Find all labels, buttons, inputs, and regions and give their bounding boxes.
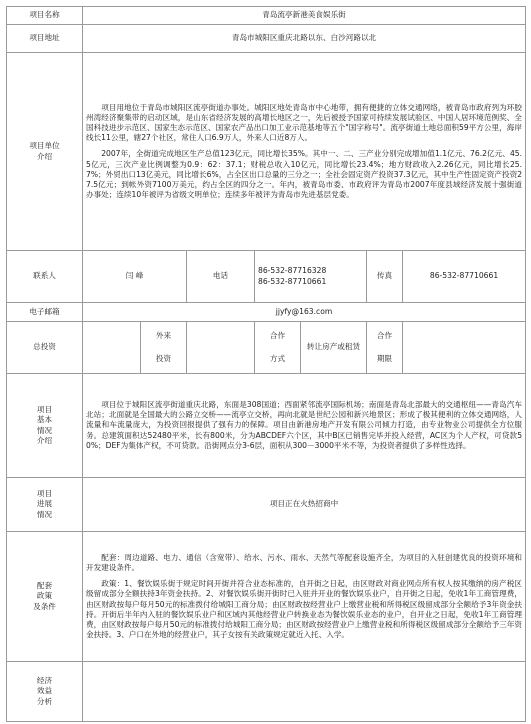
fax-label: 传真 xyxy=(367,251,403,303)
policy-label-line: 政策 xyxy=(36,591,53,601)
total-investment-label: 总投资 xyxy=(7,322,83,374)
foreign-investment-label-line: 投资 xyxy=(155,353,172,363)
cooperation-term-value xyxy=(403,322,526,374)
basic-intro-content xyxy=(83,374,526,478)
cooperation-mode-label-line: 合作 xyxy=(269,331,286,341)
basic-intro-label-line: 基本 xyxy=(36,415,53,425)
basic-intro-label-line: 情况 xyxy=(36,425,53,435)
policy-paragraph: 政策：1、餐饮娱乐街于规定时间开街并符合业态标准的，自开街之日起，由区财政对商业网点所有权人按其缴纳的房产税区级留成部分全额扶持3年资金扶持。2、对餐饮娱乐街开街时已入驻并开业的餐饮娱乐业户，自开街之日起，免收1年工商管理费，由区财政按每户每月50元的标准拨付给城阳工商分局；由区财政按经营业户上缴营业税和所得税区级留成部分全额给予3年资金扶持。开街后半年内入驻的餐饮娱乐业户和区域内其他经营业户转换业态为餐饮娱乐业态的业户，自开业之日起，免收1年工商管理费，由区财政按每户每月50元的标准拨付给城阳工商分局；由区财政按经营业户上缴营业税和所得税区级留成部分全额给予三年资金扶持。3、户口在外地的经营业户，其子女按有关政策规定就近入托、入学。 xyxy=(86,579,523,639)
cooperation-term-label xyxy=(367,322,403,374)
row-email xyxy=(7,303,526,322)
policy-label-line: 及条件 xyxy=(33,601,56,611)
project-address-label: 项目地址 xyxy=(7,25,83,53)
basic-intro-label-line: 项目 xyxy=(36,405,53,415)
unit-intro-label-line: 项目单位 xyxy=(29,141,60,151)
row-investment xyxy=(7,322,526,374)
phone-values xyxy=(255,251,367,303)
unit-intro-label-line: 介绍 xyxy=(36,151,53,161)
contact-name: 闫 峰 xyxy=(83,251,187,303)
benefit-label xyxy=(7,662,83,722)
unit-intro-label xyxy=(7,53,83,251)
project-name-value: 青岛流亭新港美食娱乐街 xyxy=(83,7,526,25)
benefit-label-line: 经济 xyxy=(36,676,53,686)
phone-label: 电话 xyxy=(187,251,255,303)
total-investment-value xyxy=(83,322,141,374)
progress-value: 项目正在火热招商中 xyxy=(83,478,526,532)
progress-label-line: 进展 xyxy=(36,499,53,509)
basic-intro-label xyxy=(7,374,83,478)
row-benefit xyxy=(7,662,526,722)
phone-number: 86-532-87710661 xyxy=(258,276,327,286)
progress-label-line: 情况 xyxy=(36,509,53,519)
progress-label-line: 项目 xyxy=(36,489,53,499)
row-contact xyxy=(7,251,526,303)
project-name-label: 项目名称 xyxy=(7,7,83,25)
phone-number: 86-532-87716328 xyxy=(258,266,327,276)
benefit-value xyxy=(83,662,526,722)
basic-intro-paragraph: 项目位于城阳区流亭街道重庆北路，东面是308国道；西面紧邻流亭国际机场；南面是青岛北部最大的交通枢纽——青岛汽车北站；北面就是全国最大的公路立交桥——流亭立交桥，再向北就是世纪公园和新兴地景区；形成了极其便利的立体交通网络，人流量和车流量庞大，为投资回报提供了强有力的保障。项目由新港房地产开发有限公司倾力打造，由专业物业公司提供全方位服务。总建筑面积达52480平米，长有800米，分为ABCDEF六个区，其中B区已销售完毕并投入经营，AC区为个人产权，可贷款50%；DEF为集体产权，不可贷款。沿街网点分3-6层，面积从300－3000平米不等，为投资者提供了多样性选择。 xyxy=(86,400,523,450)
unit-intro-paragraph: 项目用地位于青岛市城阳区流亭街道办事处。城阳区地处青岛市中心地带，拥有便捷的立体交通网络，被青岛市政府列为环胶州湾经济聚集带的启动区域，是山东省经济发展的高增长地区之一，先后被授予国家可持续发展试验区、中国人居环境范例奖、全国科技进步示范区、国家生态示范区、国家农产品出口加工业示范基地等五个"国字称号"。流亭街道土地总面积59平方公里，海岸线长11公里，辖27个社区，常住人口6.9万人，外来人口近8万人。 xyxy=(86,103,523,143)
email-value[interactable]: jjyfy@163.com xyxy=(83,303,526,322)
fax-value: 86-532-87710661 xyxy=(403,251,526,303)
cooperation-term-label-line: 合作 xyxy=(376,331,393,341)
foreign-investment-label xyxy=(141,322,187,374)
policy-label xyxy=(7,532,83,662)
basic-intro-label-line: 介绍 xyxy=(36,435,53,445)
cooperation-term-label-line: 期限 xyxy=(376,353,393,363)
row-basic-intro xyxy=(7,374,526,478)
progress-label xyxy=(7,478,83,532)
row-progress xyxy=(7,478,526,532)
contact-label: 联系人 xyxy=(7,251,83,303)
benefit-label-line: 效益 xyxy=(36,686,53,696)
cooperation-mode-label xyxy=(255,322,301,374)
unit-intro-content xyxy=(83,53,526,251)
cooperation-mode-label-line: 方式 xyxy=(269,353,286,363)
project-info-table xyxy=(6,6,526,722)
project-address-value: 青岛市城阳区重庆北路以东、白沙河路以北 xyxy=(83,25,526,53)
row-project-address xyxy=(7,25,526,53)
policy-content xyxy=(83,532,526,662)
foreign-investment-label-line: 外来 xyxy=(155,331,172,341)
policy-paragraph: 配套：周边道路、电力、通信（含宽带）、给水、污水、雨水、天然气等配套设施齐全，为项目的入驻创建优良的投资环境和开发建设条件。 xyxy=(86,553,523,573)
cooperation-mode-value: 转让房产或租赁 xyxy=(301,322,367,374)
email-label: 电子邮箱 xyxy=(7,303,83,322)
row-policy xyxy=(7,532,526,662)
row-unit-intro xyxy=(7,53,526,251)
row-project-name xyxy=(7,7,526,25)
policy-label-line: 配套 xyxy=(36,581,53,591)
unit-intro-paragraph: 2007年，全街道完成地区生产总值123亿元，同比增长35%。其中一、二、三产业分别完成增加值1.1亿元、76.2亿元、45.5亿元，三次产业比例调整为0.9：62：37.1；财税总收入10亿元，同比增长23.4%；地方财政收入2.26亿元，同比增长25.7%；外贸出口13亿美元，同比增长6%，占全区出口总量的三分之一；全社会固定资产投资37.3亿元，其中生产性固定资产投资27.5亿元；到帐外资7100万美元，约占全区的四分之一。年内，被青岛市委、市政府评为青岛市2007年度县域经济发展十强街道办事处；连续10年被评为省级文明单位；连续多年被评为青岛市先进基层党委。 xyxy=(86,149,523,199)
foreign-investment-value xyxy=(187,322,255,374)
benefit-label-line: 分析 xyxy=(36,696,53,706)
